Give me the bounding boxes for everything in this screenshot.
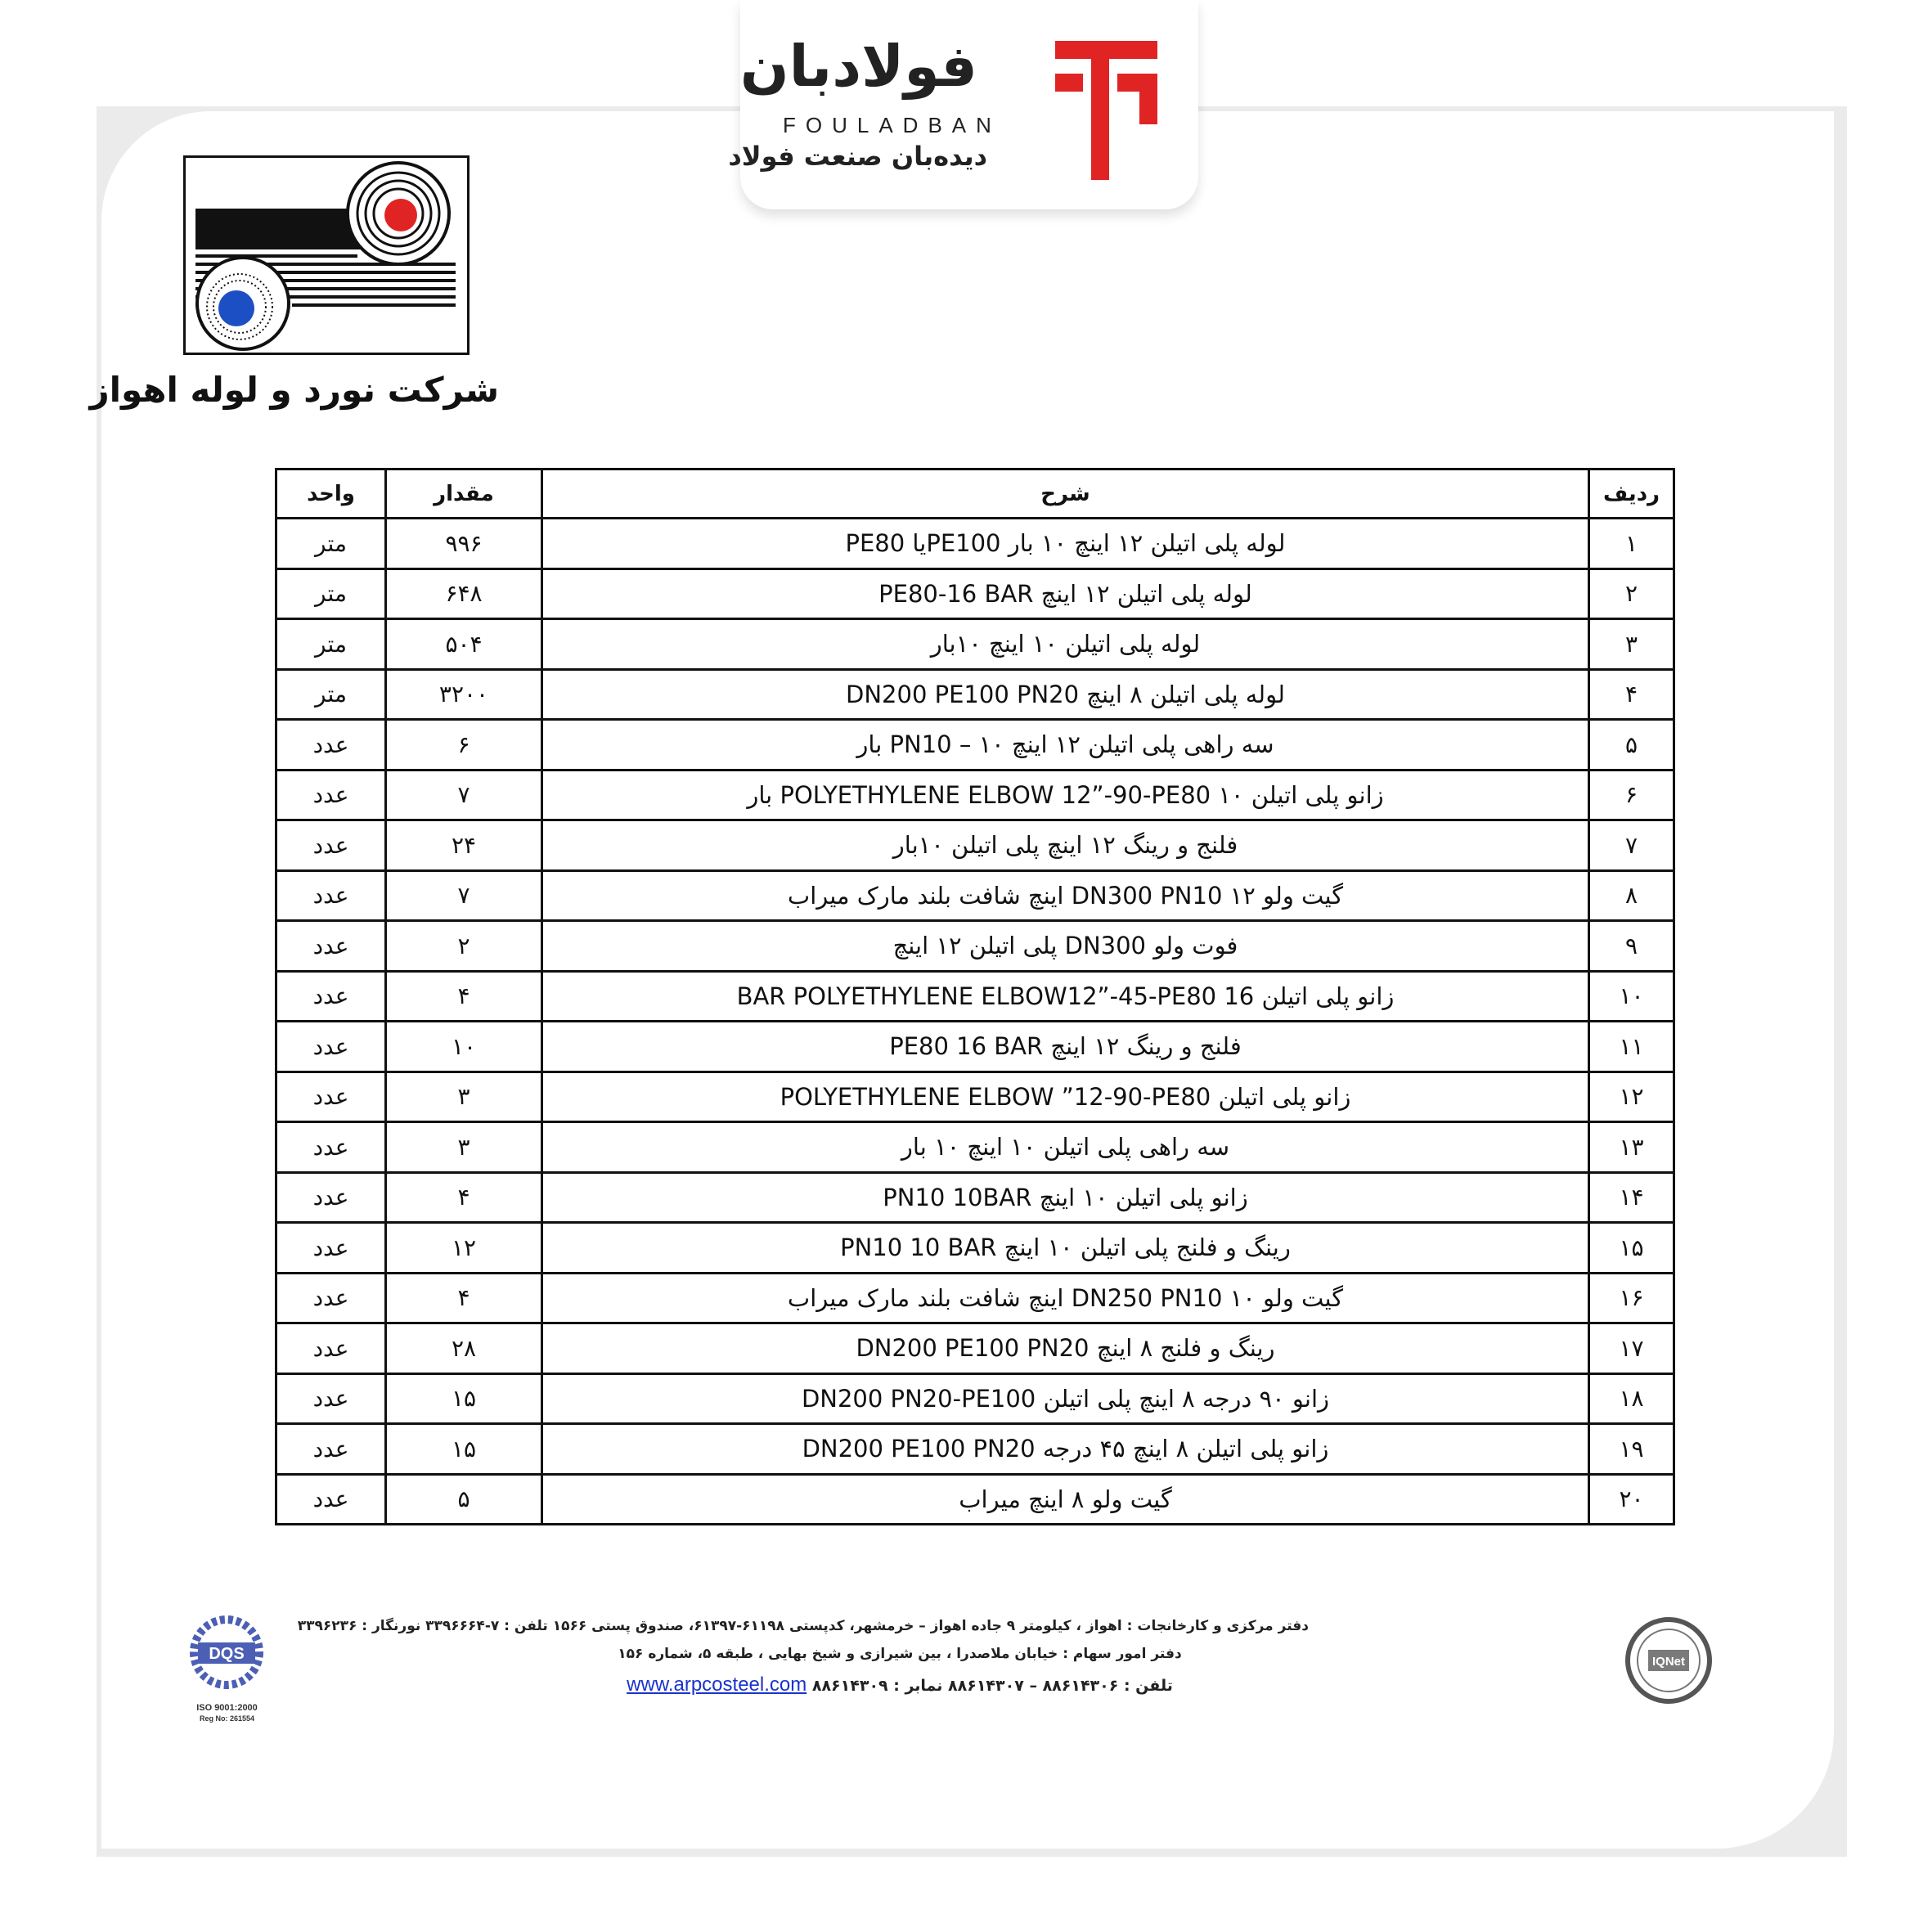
cell-row-number: ۲ [1589, 568, 1674, 619]
table-row [276, 770, 1674, 820]
table-row [276, 1424, 1674, 1475]
cell-quantity: ۲۴ [386, 820, 542, 871]
table-row [276, 1172, 1674, 1223]
cell-quantity: ۲۸ [386, 1323, 542, 1374]
cell-row-number: ۱۴ [1589, 1172, 1674, 1223]
brand-name-en: FOULADBAN [783, 113, 1001, 137]
cell-description: زانو پلی اتیلن ۸ اینچ ۴۵ درجه DN200 PE100 PN20 [542, 1424, 1589, 1475]
table-row [276, 1072, 1674, 1122]
cell-description: لوله پلی اتیلن ۱۲ اینچ PE80-16 BAR [542, 568, 1589, 619]
cell-row-number: ۱۹ [1589, 1424, 1674, 1475]
cell-quantity: ۴ [386, 1172, 542, 1223]
fouladban-logo-icon [1055, 41, 1157, 180]
table-row [276, 971, 1674, 1022]
cell-quantity: ۱۲ [386, 1223, 542, 1274]
cell-description: سه راهی پلی اتیلن ۱۲ اینچ PN10 – ۱۰ بار [542, 720, 1589, 771]
cell-row-number: ۱۳ [1589, 1122, 1674, 1173]
cell-quantity: ۳ [386, 1072, 542, 1122]
cell-unit: متر [276, 669, 386, 720]
cell-unit: عدد [276, 1273, 386, 1323]
header-row-number: ردیف [1589, 470, 1674, 519]
website-link[interactable]: www.arpcosteel.com [627, 1674, 807, 1696]
cell-quantity: ۲ [386, 921, 542, 972]
cell-row-number: ۹ [1589, 921, 1674, 972]
cell-quantity: ۱۰ [386, 1022, 542, 1072]
cell-unit: متر [276, 519, 386, 569]
footer-line-1: دفتر مرکزی و کارخانجات : اهواز ، کیلومتر ۹ جاده اهواز – خرمشهر، کدپستی ۶۱۱۹۸-۶۱۳۹۷، صندوق پستی ۱۵۶۶ تلفن : ۷-۳۳۹۶۶۶۴ نورنگار : ۳۳۹۶۲۳۶ [297, 1618, 1309, 1634]
table-body [276, 519, 1674, 1525]
footer-line-2: دفتر امور سهام : خیابان ملاصدرا ، بین شیرازی و شیخ بهایی ، طبقه ۵، شماره ۱۵۶ [618, 1646, 1182, 1662]
footer-phone: تلفن : ۸۸۶۱۴۳۰۶ – ۸۸۶۱۴۳۰۷ نمابر : ۸۸۶۱۴۳۰۹ [811, 1677, 1173, 1695]
cell-unit: عدد [276, 820, 386, 871]
cell-quantity: ۷ [386, 770, 542, 820]
cell-row-number: ۷ [1589, 820, 1674, 871]
cell-row-number: ۱۰ [1589, 971, 1674, 1022]
cell-description: زانو پلی اتیلن POLYETHYLENE ELBOW ”12-90-PE80 [542, 1072, 1589, 1122]
cell-description: فلنج و رینگ ۱۲ اینچ پلی اتیلن ۱۰بار [542, 820, 1589, 871]
table-row [276, 1323, 1674, 1374]
cell-row-number: ۲۰ [1589, 1474, 1674, 1525]
cell-row-number: ۳ [1589, 619, 1674, 670]
cell-description: گیت ولو DN250 PN10 ۱۰ اینچ شافت بلند مارک میراب [542, 1273, 1589, 1323]
iqnet-label: IQNet [1651, 1655, 1686, 1669]
table-row [276, 921, 1674, 972]
cell-unit: عدد [276, 1022, 386, 1072]
cell-unit: عدد [276, 720, 386, 771]
svg-text:DQS: DQS [209, 1645, 245, 1663]
table-row [276, 1122, 1674, 1173]
cell-row-number: ۱۲ [1589, 1072, 1674, 1122]
cell-description: رینگ و فلنج پلی اتیلن ۱۰ اینچ PN10 10 BAR [542, 1223, 1589, 1274]
cell-unit: عدد [276, 1323, 386, 1374]
company-name: شرکت نورد و لوله اهواز [89, 370, 499, 410]
table-row [276, 820, 1674, 871]
cell-quantity: ۳۲۰۰ [386, 669, 542, 720]
table-row [276, 720, 1674, 771]
cell-row-number: ۸ [1589, 870, 1674, 921]
cell-description: گیت ولو DN300 PN10 ۱۲ اینچ شافت بلند مارک میراب [542, 870, 1589, 921]
header-unit: واحد [276, 470, 386, 519]
table-row [276, 1223, 1674, 1274]
cell-description: فوت ولو DN300 پلی اتیلن ۱۲ اینچ [542, 921, 1589, 972]
cell-quantity: ۱۵ [386, 1424, 542, 1475]
cell-unit: عدد [276, 870, 386, 921]
cell-description: گیت ولو ۸ اینچ میراب [542, 1474, 1589, 1525]
cell-unit: عدد [276, 770, 386, 820]
fouladban-brand-card [728, 0, 1198, 209]
cell-quantity: ۵ [386, 1474, 542, 1525]
brand-tagline: دیده‌بان صنعت فولاد [728, 141, 987, 172]
cell-unit: عدد [276, 1223, 386, 1274]
cell-quantity: ۴ [386, 971, 542, 1022]
company-logo [183, 155, 470, 355]
cell-quantity: ۶ [386, 720, 542, 771]
cell-unit: عدد [276, 1373, 386, 1424]
table-row [276, 519, 1674, 569]
cell-quantity: ۷ [386, 870, 542, 921]
cell-row-number: ۱۱ [1589, 1022, 1674, 1072]
cell-description: سه راهی پلی اتیلن ۱۰ اینچ ۱۰ بار [542, 1122, 1589, 1173]
cell-unit: متر [276, 619, 386, 670]
cell-quantity: ۵۰۴ [386, 619, 542, 670]
iso-reg-number: Reg No: 261554 [199, 1714, 255, 1723]
cell-unit: عدد [276, 1172, 386, 1223]
cell-unit: عدد [276, 971, 386, 1022]
cell-row-number: ۱ [1589, 519, 1674, 569]
cell-description: لوله پلی اتیلن ۱۰ اینچ ۱۰بار [542, 619, 1589, 670]
cell-row-number: ۴ [1589, 669, 1674, 720]
header-description: شرح [542, 470, 1589, 519]
items-table [275, 468, 1675, 1525]
cell-description: زانو پلی اتیلن 16 BAR POLYETHYLENE ELBOW12”-45-PE80 [542, 971, 1589, 1022]
cell-description: لوله پلی اتیلن ۱۲ اینچ ۱۰ بار PE100یا PE80 [542, 519, 1589, 569]
cell-description: زانو پلی اتیلن ۱۰ اینچ PN10 10BAR [542, 1172, 1589, 1223]
cell-description: زانو پلی اتیلن POLYETHYLENE ELBOW 12”-90-PE80 ۱۰ بار [542, 770, 1589, 820]
footer-address [297, 1618, 1309, 1696]
cell-quantity: ۴ [386, 1273, 542, 1323]
iqnet-certification-icon [1624, 1615, 1714, 1705]
cell-row-number: ۱۷ [1589, 1323, 1674, 1374]
cell-unit: عدد [276, 1072, 386, 1122]
table-row [276, 1474, 1674, 1525]
table-header-row [276, 470, 1674, 519]
table-row [276, 1273, 1674, 1323]
cell-row-number: ۱۸ [1589, 1373, 1674, 1424]
cell-unit: متر [276, 568, 386, 619]
dqs-certification-icon [180, 1610, 274, 1700]
cell-unit: عدد [276, 1122, 386, 1173]
cell-unit: عدد [276, 1474, 386, 1525]
cell-unit: عدد [276, 1424, 386, 1475]
table-row [276, 1373, 1674, 1424]
cell-row-number: ۶ [1589, 770, 1674, 820]
table-row [276, 669, 1674, 720]
cell-quantity: ۹۹۶ [386, 519, 542, 569]
table-row [276, 1022, 1674, 1072]
cell-quantity: ۳ [386, 1122, 542, 1173]
cell-description: فلنج و رینگ ۱۲ اینچ PE80 16 BAR [542, 1022, 1589, 1072]
cell-row-number: ۵ [1589, 720, 1674, 771]
cell-description: زانو ۹۰ درجه ۸ اینچ پلی اتیلن DN200 PN20-PE100 [542, 1373, 1589, 1424]
cell-quantity: ۶۴۸ [386, 568, 542, 619]
cell-quantity: ۱۵ [386, 1373, 542, 1424]
cell-row-number: ۱۶ [1589, 1273, 1674, 1323]
table-row [276, 619, 1674, 670]
header-quantity: مقدار [386, 470, 542, 519]
cell-row-number: ۱۵ [1589, 1223, 1674, 1274]
rolling-mill-logo-icon [186, 158, 467, 353]
table-row [276, 870, 1674, 921]
footer-line-3 [491, 1674, 1309, 1696]
cell-unit: عدد [276, 921, 386, 972]
cell-description: رینگ و فلنج ۸ اینچ DN200 PE100 PN20 [542, 1323, 1589, 1374]
iso-label: ISO 9001:2000 [196, 1703, 258, 1713]
cell-description: لوله پلی اتیلن ۸ اینچ DN200 PE100 PN20 [542, 669, 1589, 720]
table-row [276, 568, 1674, 619]
brand-name-fa: فولادبان [739, 33, 977, 100]
